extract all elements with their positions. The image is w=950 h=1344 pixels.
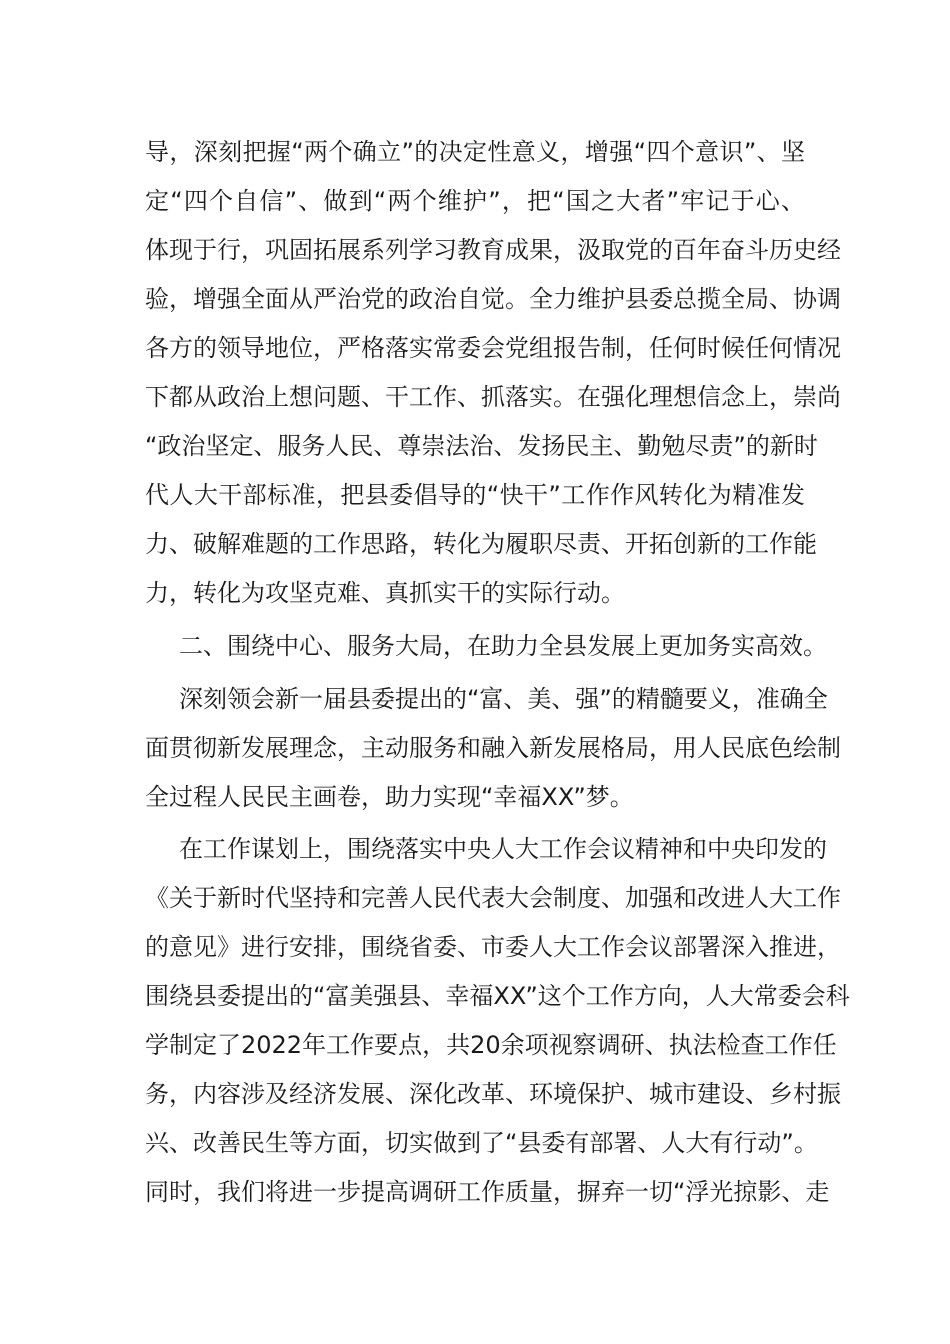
- paragraph-line: 力，转化为攻坚克难、真抓实干的实际行动。: [145, 579, 625, 607]
- paragraph-line: 体现于行，巩固拓展系列学习教育成果，汲取党的百年奋斗历史经: [145, 236, 841, 264]
- paragraph-line: 深刻领会新一届县委提出的“富、美、强”的精髓要义，准确全: [179, 685, 828, 713]
- paragraph-line: 学制定了2022年工作要点，共20余项视察调研、执法检查工作任: [145, 1031, 837, 1059]
- paragraph-line: 各方的领导地位，严格落实常委会党组报告制，任何时候任何情况: [145, 334, 841, 362]
- paragraph-line: 验，增强全面从严治党的政治自觉。全力维护县委总揽全局、协调: [145, 285, 841, 313]
- paragraph-line: 力、破解难题的工作思路，转化为履职尽责、开拓创新的工作能: [145, 530, 817, 558]
- paragraph-line: 导，深刻把握“两个确立”的决定性意义，增强“四个意识”、坚: [145, 138, 805, 166]
- paragraph-line: 的意见》进行安排，围绕省委、市委人大工作会议部署深入推进，: [145, 933, 841, 961]
- paragraph-line: 同时，我们将进一步提高调研工作质量，摒弃一切“浮光掠影、走: [145, 1178, 830, 1206]
- paragraph-line: “政治坚定、服务人民、尊崇法治、发扬民主、勤勉尽责”的新时: [145, 432, 818, 460]
- paragraph-line: 代人大干部标准，把县委倡导的“快干”工作作风转化为精准发: [145, 481, 805, 509]
- paragraph-line: 在工作谋划上，围绕落实中央人大工作会议精神和中央印发的: [179, 835, 827, 863]
- paragraph-line: 务，内容涉及经济发展、深化改革、环境保护、城市建设、乡村振: [145, 1080, 841, 1108]
- paragraph-line: 兴、改善民生等方面，切实做到了“县委有部署、人大有行动”。: [145, 1129, 818, 1157]
- paragraph-line: 下都从政治上想问题、干工作、抓落实。在强化理想信念上，崇尚: [145, 383, 841, 411]
- paragraph-line: 定“四个自信”、做到“两个维护”，把“国之大者”牢记于心、: [145, 187, 805, 215]
- paragraph-line: 全过程人民民主画卷，助力实现“幸福XX”梦。: [145, 783, 634, 811]
- paragraph-line: 围绕县委提出的“富美强县、幸福XX”这个工作方向，人大常委会科: [145, 982, 850, 1010]
- section-heading: 二、围绕中心、服务大局，在助力全县发展上更加务实高效。: [179, 632, 827, 660]
- paragraph-line: 面贯彻新发展理念，主动服务和融入新发展格局，用人民底色绘制: [145, 734, 841, 762]
- paragraph-line: 《关于新时代坚持和完善人民代表大会制度、加强和改进人大工作: [145, 884, 841, 912]
